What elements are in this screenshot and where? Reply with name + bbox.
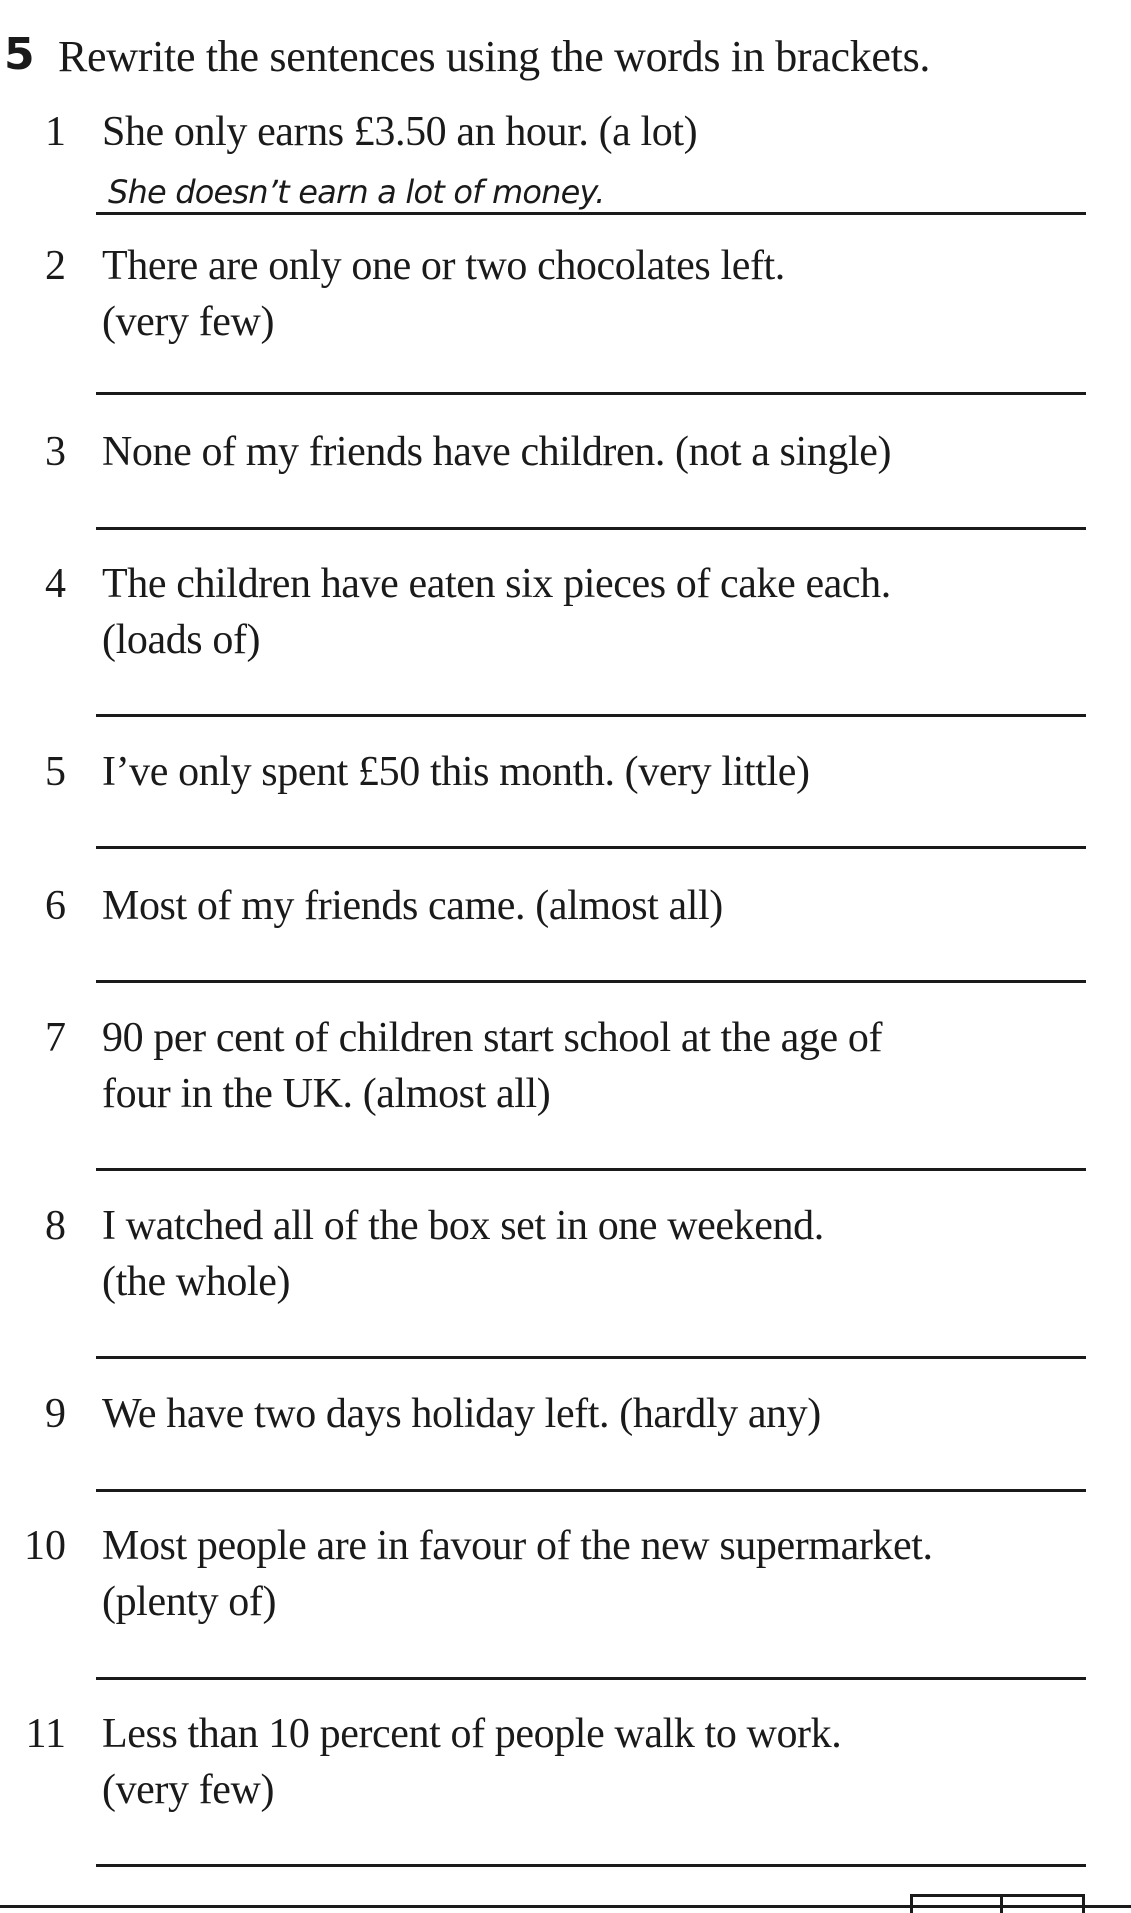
question-text: None of my friends have children. (not a single) — [102, 429, 892, 475]
question-text: I watched all of the box set in one weekend. — [102, 1203, 824, 1249]
answer-line[interactable] — [96, 392, 1086, 395]
score-box-divider — [1000, 1894, 1003, 1913]
question-number: 9 — [45, 1391, 66, 1437]
question-text: (very few) — [102, 1767, 275, 1813]
answer-line[interactable] — [96, 1356, 1086, 1359]
answer-line[interactable] — [96, 212, 1086, 215]
answer-line[interactable] — [96, 1864, 1086, 1867]
question-text: 90 per cent of children start school at the age of — [102, 1015, 883, 1061]
question-number: 10 — [24, 1523, 66, 1569]
question-number: 3 — [45, 429, 66, 475]
answer-line[interactable] — [96, 1489, 1086, 1492]
answer-line[interactable] — [96, 527, 1086, 530]
answer-line[interactable] — [96, 1677, 1086, 1680]
question-number: 11 — [25, 1711, 66, 1757]
question-text: I’ve only spent £50 this month. (very little) — [102, 749, 810, 795]
question-text: (the whole) — [102, 1259, 291, 1305]
question-text: Less than 10 percent of people walk to work. — [102, 1711, 842, 1757]
question-text: (very few) — [102, 299, 275, 345]
answer-line[interactable] — [96, 980, 1086, 983]
question-number: 7 — [45, 1015, 66, 1061]
question-number: 8 — [45, 1203, 66, 1249]
question-number: 2 — [45, 243, 66, 289]
question-text: Most people are in favour of the new supermarket. — [102, 1523, 933, 1569]
question-text: four in the UK. (almost all) — [102, 1071, 551, 1117]
score-box — [910, 1894, 1085, 1913]
exercise-number: 5 — [4, 29, 35, 80]
example-answer: She doesn’t earn a lot of money. — [108, 173, 605, 211]
question-text: She only earns £3.50 an hour. (a lot) — [102, 109, 698, 155]
question-text: Most of my friends came. (almost all) — [102, 883, 723, 929]
question-text: (plenty of) — [102, 1579, 277, 1625]
question-number: 1 — [45, 109, 66, 155]
question-text: There are only one or two chocolates left. — [102, 243, 785, 289]
question-number: 6 — [45, 883, 66, 929]
answer-line[interactable] — [96, 846, 1086, 849]
question-number: 4 — [45, 561, 66, 607]
question-number: 5 — [45, 749, 66, 795]
answer-line[interactable] — [96, 714, 1086, 717]
question-text: (loads of) — [102, 617, 261, 663]
exercise-instruction: Rewrite the sentences using the words in brackets. — [58, 32, 931, 81]
question-text: The children have eaten six pieces of cake each. — [102, 561, 891, 607]
question-text: We have two days holiday left. (hardly any) — [102, 1391, 821, 1437]
answer-line[interactable] — [96, 1168, 1086, 1171]
